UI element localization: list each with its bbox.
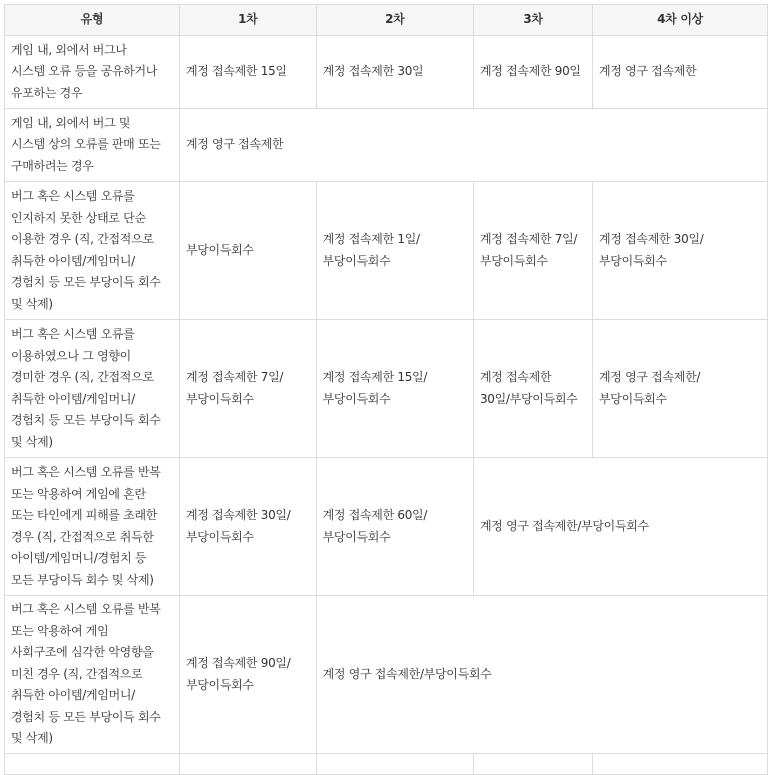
row-type: 게임 내, 외에서 버그나 시스템 오류 등을 공유하거나 유포하는 경우 xyxy=(5,36,180,109)
table-row xyxy=(5,36,768,109)
penalty-first: 계정 접속제한 30일/ 부당이득회수 xyxy=(179,458,316,596)
empty-cell xyxy=(316,754,473,775)
penalty-first: 계정 접속제한 7일/ 부당이득회수 xyxy=(179,320,316,458)
penalty-merged: 계정 영구 접속제한/부당이득회수 xyxy=(316,596,767,754)
row-type: 게임 내, 외에서 버그 및 시스템 상의 오류를 판매 또는 구매하려는 경우 xyxy=(5,109,180,182)
penalty-fourth-plus: 계정 영구 접속제한 xyxy=(593,36,768,109)
row-type: 버그 혹은 시스템 오류를 인지하지 못한 상태로 단순 이용한 경우 (직, 간접적으로 취득한 아이템/게임머니/ 경험치 등 모든 부당이득 회수 및 삭제) xyxy=(5,182,180,320)
penalty-first: 계정 접속제한 90일/ 부당이득회수 xyxy=(179,596,316,754)
penalty-fourth-plus: 계정 영구 접속제한/ 부당이득회수 xyxy=(593,320,768,458)
header-second: 2차 xyxy=(316,5,473,36)
header-type: 유형 xyxy=(5,5,180,36)
row-type: 버그 혹은 시스템 오류를 반복 또는 악용하여 게임에 혼란 또는 타인에게 피해를 초래한 경우 (직, 간접적으로 취득한 아이템/게임머니/경험치 등 모든 부당이득 회수 및 삭제) xyxy=(5,458,180,596)
penalty-second: 계정 접속제한 60일/ 부당이득회수 xyxy=(316,458,473,596)
table-header-row xyxy=(5,5,768,36)
empty-cell xyxy=(593,754,768,775)
header-first: 1차 xyxy=(179,5,316,36)
empty-cell xyxy=(179,754,316,775)
penalty-first: 부당이득회수 xyxy=(179,182,316,320)
row-type: 버그 혹은 시스템 오류를 이용하였으나 그 영향이 경미한 경우 (직, 간접적으로 취득한 아이템/게임머니/ 경험치 등 모든 부당이득 회수 및 삭제) xyxy=(5,320,180,458)
table-row xyxy=(5,182,768,320)
penalty-table xyxy=(4,4,768,775)
penalty-first: 계정 접속제한 15일 xyxy=(179,36,316,109)
table-row xyxy=(5,596,768,754)
penalty-third: 계정 접속제한 90일 xyxy=(473,36,592,109)
penalty-second: 계정 접속제한 30일 xyxy=(316,36,473,109)
empty-cell xyxy=(5,754,180,775)
penalty-merged: 계정 영구 접속제한 xyxy=(179,109,767,182)
penalty-third: 계정 접속제한 30일/부당이득회수 xyxy=(473,320,592,458)
row-type: 버그 혹은 시스템 오류를 반복 또는 악용하여 게임 사회구조에 심각한 악영향을 미친 경우 (직, 간접적으로 취득한 아이템/게임머니/ 경험치 등 모든 부당이득 회수 및 삭제) xyxy=(5,596,180,754)
header-fourth-plus: 4차 이상 xyxy=(593,5,768,36)
table-row xyxy=(5,109,768,182)
penalty-fourth-plus: 계정 접속제한 30일/ 부당이득회수 xyxy=(593,182,768,320)
penalty-second: 계정 접속제한 1일/ 부당이득회수 xyxy=(316,182,473,320)
penalty-third: 계정 접속제한 7일/ 부당이득회수 xyxy=(473,182,592,320)
penalty-second: 계정 접속제한 15일/ 부당이득회수 xyxy=(316,320,473,458)
table-row xyxy=(5,754,768,775)
empty-cell xyxy=(473,754,592,775)
header-third: 3차 xyxy=(473,5,592,36)
penalty-merged: 계정 영구 접속제한/부당이득회수 xyxy=(473,458,767,596)
table-row xyxy=(5,320,768,458)
table-row xyxy=(5,458,768,596)
